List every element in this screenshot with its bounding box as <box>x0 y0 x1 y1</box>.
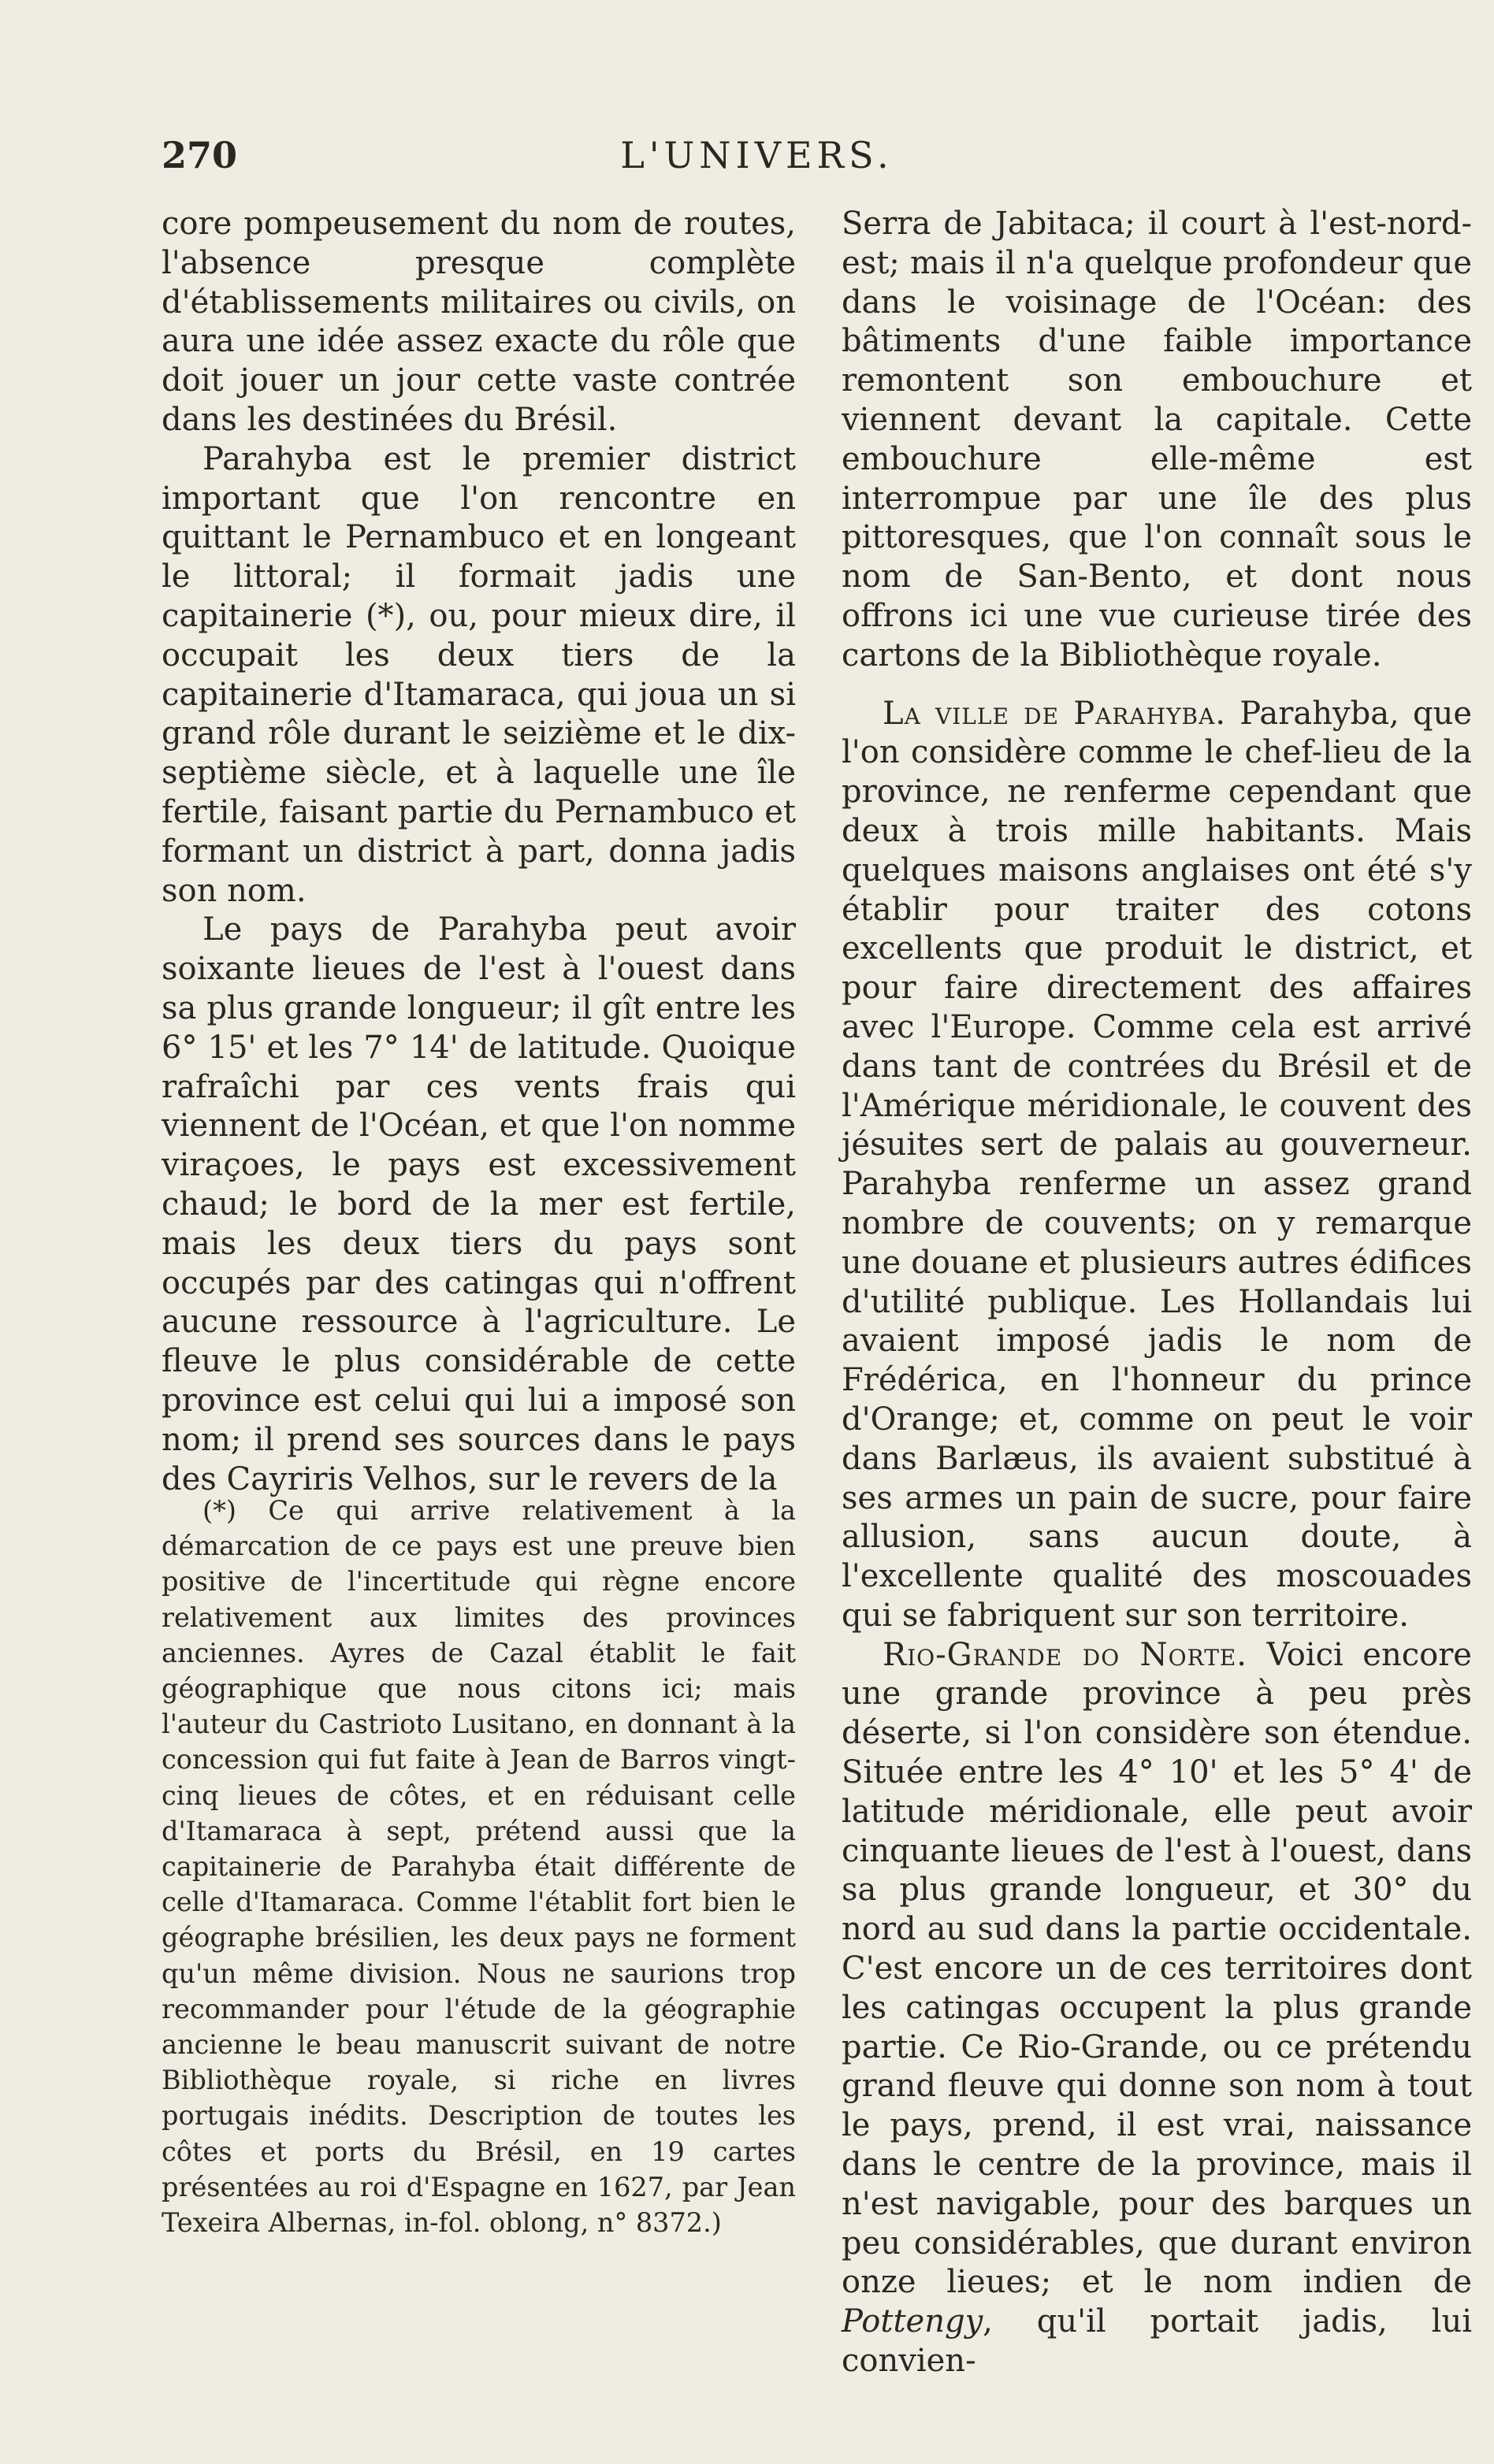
italic-word-pottengy: Pottengy <box>842 2303 983 2340</box>
left-paragraph-1: core pompeusement du nom de routes, l'absence presque complète d'établissements militaires ou civils, on aura une idée assez exacte du rôle que doit jouer un jour cette vaste contrée dans les destinées du Brésil. <box>162 206 796 438</box>
section-heading-parahyba: La ville de Parahyba. <box>883 695 1227 732</box>
left-paragraph-3: Le pays de Parahyba peut avoir soixante lieues de l'est à l'ouest dans sa plus grande longueur; il gît entre les 6° 15' et les 7° 14' de latitude. Quoique rafraîchi par ces vents frais qui viennent de l'Océan, et que l'on nomme viraçoes, le pays est excessivement chaud; le bord de la mer est fertile, mais les deux tiers du pays sont occupés par des catingas qui n'offrent aucune ressource à l'agriculture. Le fleuve le plus considérable de cette province est celui qui lui a imposé son nom; il prend ses sources dans le pays des Cayriris Velhos, sur le revers de la <box>162 911 796 1497</box>
page-header <box>162 134 1447 189</box>
right-paragraph-3-end: , qu'il portait jadis, lui convien- <box>842 2303 1472 2380</box>
right-paragraph-3 <box>842 1636 1472 2381</box>
page-number: 270 <box>162 134 238 176</box>
right-paragraph-3-text: Voici encore une grande province à peu près déserte, si l'on considère son étendue. Située entre les 4° 10' et les 5° 4' de latitude méridionale, elle peut avoir cinquante lieues de l'est à l'ouest, dans sa plus grande longueur, et 30° du nord au sud dans la partie occidentale. C'est encore un de ces territoires dont les catingas occupent la plus grande partie. Ce Rio-Grande, ou ce prétendu grand fleuve qui donne son nom à tout le pays, prend, il est vrai, naissance dans le centre de la province, mais il n'est navigable, pour des barques un peu considérables, que durant environ onze lieues; et le nom indien de <box>842 1636 1472 2301</box>
right-paragraph-2-text: Parahyba, que l'on considère comme le chef-lieu de la province, ne renferme cependant que deux à trois mille habitants. Mais quelques maisons anglaises ont été s'y établir pour traiter des cotons excellents que produit le district, et pour faire directement des affaires avec l'Europe. Comme cela est arrivé dans tant de contrées du Brésil et de l'Amérique méridionale, le couvent des jésuites sert de palais au gouverneur. Parahyba renferme un assez grand nombre de couvents; on y remarque une douane et plusieurs autres édifices d'utilité publique. Les Hollandais lui avaient imposé jadis le nom de Frédérica, en l'honneur du prince d'Orange; et, comme on peut le voir dans Barlæus, ils avaient substitué à ses armes un pain de sucre, pour faire allusion, sans aucun doute, à l'excellente qualité des moscouades qui se fabriquent sur son territoire. <box>842 695 1473 1634</box>
footnote <box>162 1493 796 2240</box>
running-title: L'UNIVERS. <box>620 134 894 176</box>
left-paragraph-2: Parahyba est le premier district important que l'on rencontre en quittant le Pernambuco et en longeant le littoral; il formait jadis une capitainerie (*), ou, pour mieux dire, il occupait les deux tiers de la capitainerie d'Itamaraca, qui joua un si grand rôle durant le seizième et le dix-septième siècle, et à laquelle une île fertile, faisant partie du Pernambuco et formant un district à part, donna jadis son nom. <box>162 440 796 909</box>
section-heading-rio-grande: Rio-Grande do Norte. <box>883 1636 1248 1673</box>
right-paragraph-2 <box>842 695 1472 1636</box>
right-column <box>842 205 1472 2381</box>
footnote-text: (*) Ce qui arrive relativement à la démarcation de ce pays est une preuve bien positive de l'incertitude qui règne encore relativement aux limites des provinces anciennes. Ayres de Cazal établit le fait géographique que nous citons ici; mais l'auteur du Castrioto Lusitano, en donnant à la concession qui fut faite à Jean de Barros vingt-cinq lieues de côtes, et en réduisant celle d'Itamaraca à sept, prétend aussi que la capitainerie de Parahyba était différente de celle d'Itamaraca. Comme l'établit fort bien le géographe brésilien, les deux pays ne forment qu'un même division. Nous ne saurions trop recommander pour l'étude de la géographie ancienne le beau manuscrit suivant de notre Bibliothèque royale, si riche en livres portugais inédits. Description de toutes les côtes et ports du Brésil, en 19 cartes présentées au roi d'Espagne en 1627, par Jean Texeira Albernas, in-fol. oblong, n° 8372.) <box>162 1495 796 2239</box>
right-paragraph-1: Serra de Jabitaca; il court à l'est-nord-est; mais il n'a quelque profondeur que dans le voisinage de l'Océan: des bâtiments d'une faible importance remontent son embouchure et viennent devant la capitale. Cette embouchure elle-même est interrompue par une île des plus pittoresques, que l'on connaît sous le nom de San-Bento, et dont nous offrons ici une vue curieuse tirée des cartons de la Bibliothèque royale. <box>842 206 1472 674</box>
left-column <box>162 205 796 1499</box>
